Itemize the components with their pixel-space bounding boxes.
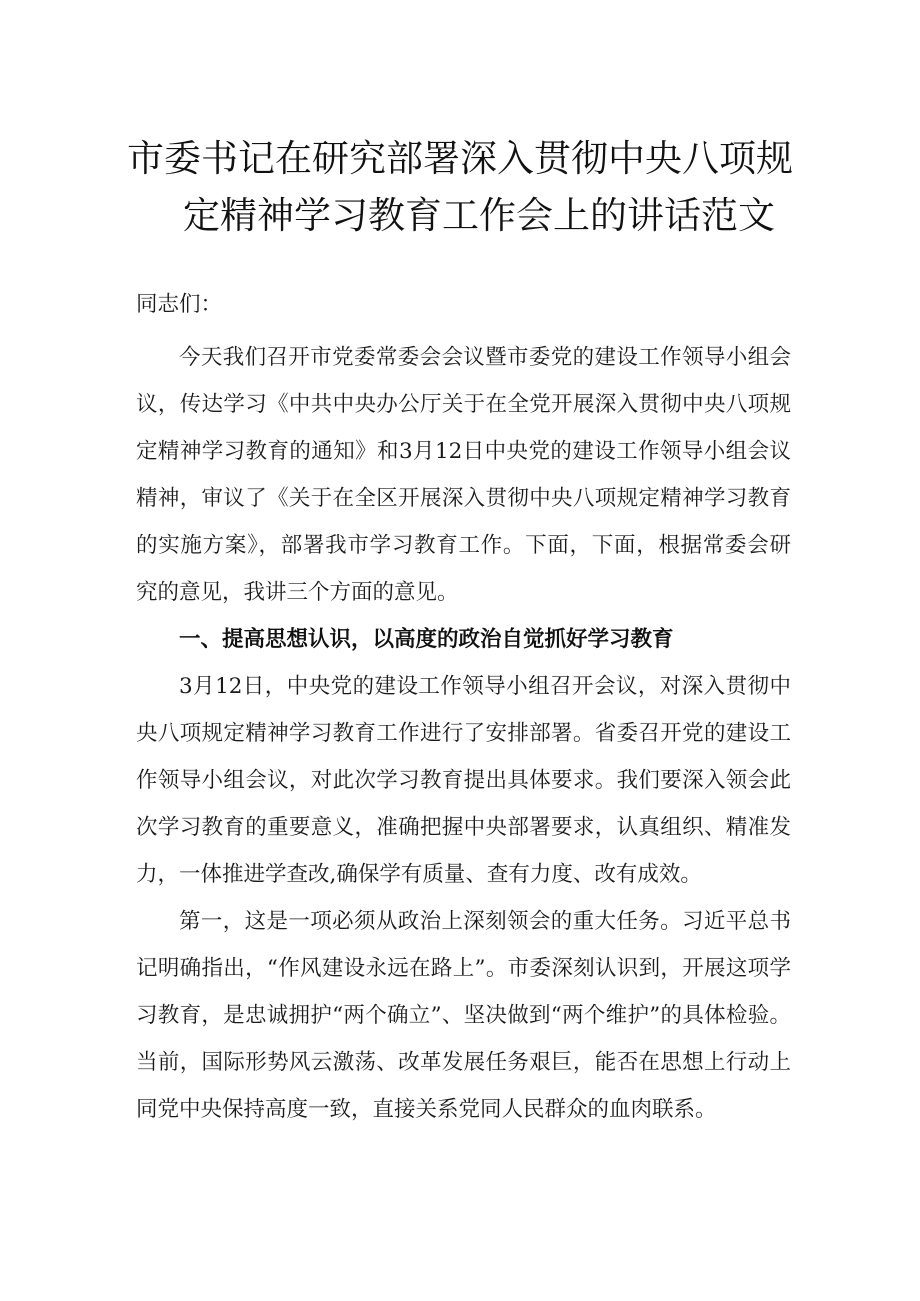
paragraph-intro: 今天我们召开市党委常委会会议暨市委党的建设工作领导小组会议，传达学习《中共中央办公厅关于在全党开展深入贯彻中央八项规定精神学习教育的通知》和3月12日中央党的建设工作领导小组会议精神，审议了《关于在全区开展深入贯彻中央八项规定精神学习教育的实施方案》，部署我市学习教育工作。下面，下面，根据常委会研究的意见，我讲三个方面的意见。 bbox=[136, 345, 791, 605]
paragraph-section-1-a: 3月12日，中央党的建设工作领导小组召开会议，对深入贯彻中央八项规定精神学习教育工作进行了安排部署。省委召开党的建设工作领导小组会议，对此次学习教育提出具体要求。我们要深入领会此次学习教育的重要意义，准确把握中央部署要求，认真组织、精准发力，一体推进学查改,确保学有质量、查有力度、改有成效。 bbox=[136, 674, 791, 887]
document-title-line-2: 定精神学习教育工作会上的讲话范文 bbox=[183, 194, 775, 237]
section-heading-1: 一、提高思想认识，以高度的政治自觉抓好学习教育 bbox=[179, 627, 674, 652]
salutation: 同志们： bbox=[136, 292, 223, 317]
paragraph-section-1-b: 第一，这是一项必须从政治上深刻领会的重大任务。习近平总书记明确指出，“作风建设永远在路上”。市委深刻认识到，开展这项学习教育，是忠诚拥护“两个确立”、坚决做到“两个维护”的具体检验。当前，国际形势风云激荡、改革发展任务艰巨，能否在思想上行动上同党中央保持高度一致，直接关系党同人民群众的血肉联系。 bbox=[136, 909, 791, 1122]
document-title-line-1: 市委书记在研究部署深入贯彻中央八项规 bbox=[127, 137, 793, 180]
